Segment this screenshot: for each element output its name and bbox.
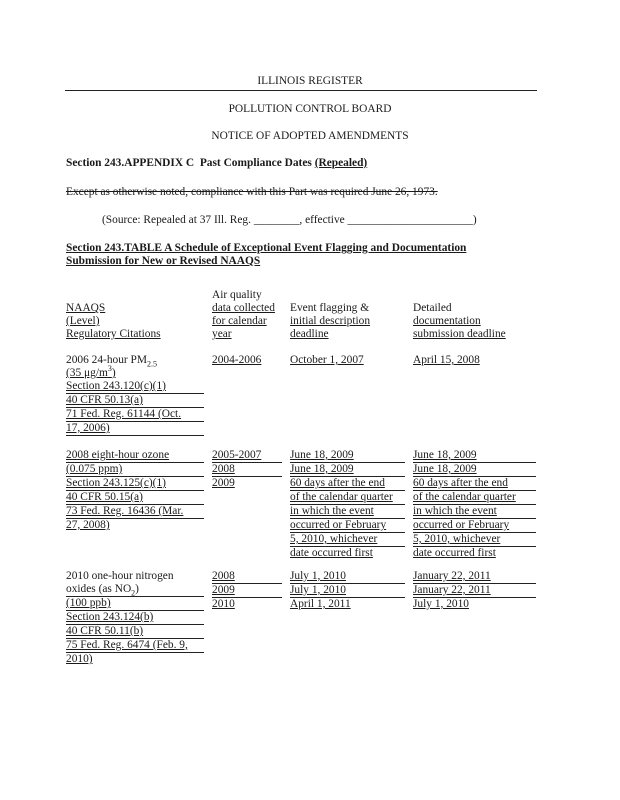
naaqs-line: [66, 583, 204, 597]
regulatory-citation: Section 243.120(c)(1): [66, 380, 204, 394]
naaqs-line: 75 Fed. Reg. 6474 (Feb. 9,: [66, 639, 204, 653]
flagging-deadline: occurred or February: [290, 519, 405, 533]
naaqs-line: 2010): [66, 653, 93, 665]
table-a-heading-line1: Section 243.TABLE A Schedule of Exceptional Event Flagging and Documentation: [66, 242, 467, 254]
register-title: ILLINOIS REGISTER: [257, 75, 363, 87]
column-header-naaqs: [66, 302, 206, 341]
naaqs-line: (0.075 ppm): [66, 463, 204, 477]
column-header-line: Event flagging &: [290, 302, 370, 314]
naaqs-line: Section 243.125(c)(1): [66, 477, 204, 491]
table-row-ozone-naaqs: [66, 449, 206, 532]
data-year: 2009: [212, 477, 235, 489]
flagging-deadline: June 18, 2009: [290, 449, 405, 463]
table-row-pm25-naaqs: [66, 354, 206, 436]
flagging-deadline: 5, 2010, whichever: [290, 533, 405, 547]
documentation-deadline: in which the event: [413, 505, 536, 519]
naaqs-line-text: oxides (as NO: [66, 583, 132, 595]
flagging-deadline: of the calendar quarter: [290, 491, 405, 505]
naaqs-name-subscript: 2.5: [147, 359, 158, 369]
data-year: 2010: [212, 598, 235, 610]
naaqs-line: 27, 2008): [66, 519, 110, 531]
flagging-deadline: 60 days after the end: [290, 477, 405, 491]
documentation-deadline: date occurred first: [413, 547, 496, 559]
documentation-deadline: June 18, 2009: [413, 463, 536, 477]
table-row-no2-documentation: [413, 570, 553, 611]
documentation-deadline: January 22, 2011: [413, 584, 536, 598]
table-row-pm25-flagging: [290, 354, 430, 367]
regulatory-citation: 71 Fed. Reg. 61144 (Oct.: [66, 408, 204, 422]
struck-compliance-text: Except as otherwise noted, compliance with this Part was required June 26, 1973.: [66, 186, 438, 198]
documentation-deadline: April 15, 2008: [413, 354, 480, 366]
flagging-deadline: in which the event: [290, 505, 405, 519]
naaqs-name-text: 2006 24-hour PM: [66, 354, 148, 366]
appendix-heading: [66, 157, 367, 170]
column-header-line: deadline: [290, 328, 329, 340]
table-a-heading-line2: Submission for New or Revised NAAQS: [66, 255, 261, 267]
data-year: 2008: [212, 463, 282, 477]
naaqs-level-superscript: 3: [107, 364, 112, 374]
board-title: POLLUTION CONTROL BOARD: [228, 103, 392, 115]
column-header-line: for calendar: [212, 315, 267, 327]
documentation-deadline: January 22, 2011: [413, 570, 536, 584]
naaqs-line: 40 CFR 50.11(b): [66, 625, 204, 639]
naaqs-line-close: ): [135, 583, 139, 595]
naaqs-line: 40 CFR 50.15(a): [66, 491, 204, 505]
column-header-documentation: [413, 302, 553, 341]
column-header-line: initial description: [290, 315, 371, 327]
notice-title: NOTICE OF ADOPTED AMENDMENTS: [211, 130, 409, 142]
column-header-line: Detailed: [413, 302, 452, 314]
regulatory-citation: 40 CFR 50.13(a): [66, 394, 204, 408]
column-header-line: Regulatory Citations: [66, 328, 161, 340]
data-year: 2009: [212, 584, 282, 598]
appendix-section: Section 243.APPENDIX C: [66, 157, 195, 169]
table-row-no2-naaqs: [66, 570, 206, 666]
documentation-deadline: July 1, 2010: [413, 598, 470, 610]
column-header-line: NAAQS: [66, 302, 106, 314]
flagging-deadline: June 18, 2009: [290, 463, 405, 477]
documentation-deadline: of the calendar quarter: [413, 491, 536, 505]
column-header-line: Air quality: [212, 289, 262, 301]
naaqs-line: 2008 eight-hour ozone: [66, 449, 204, 463]
header-rule: [65, 90, 537, 91]
naaqs-line-subscript: 2: [131, 588, 136, 598]
documentation-deadline: 60 days after the end: [413, 477, 536, 491]
column-header-flagging: [290, 302, 430, 341]
appendix-repealed: (Repealed): [314, 157, 368, 169]
regulatory-citation: 17, 2006): [66, 422, 204, 436]
naaqs-name: [66, 354, 204, 367]
naaqs-line: Section 243.124(b): [66, 611, 204, 625]
naaqs-line: 73 Fed. Reg. 16436 (Mar.: [66, 505, 204, 519]
flagging-deadline: date occurred first: [290, 547, 373, 559]
column-header-line: year: [212, 328, 232, 340]
naaqs-level-text: (35 μg/m: [66, 367, 108, 379]
table-row-pm25-documentation: [413, 354, 553, 367]
column-header-line: data collected: [212, 302, 275, 314]
flagging-deadline: April 1, 2011: [290, 598, 351, 610]
appendix-title: Past Compliance Dates: [199, 157, 312, 169]
flagging-deadline: July 1, 2010: [290, 570, 405, 584]
documentation-deadline: occurred or February: [413, 519, 536, 533]
documentation-deadline: June 18, 2009: [413, 449, 536, 463]
data-year: 2005-2007: [212, 449, 282, 463]
naaqs-line: 2010 one-hour nitrogen: [66, 570, 174, 582]
naaqs-level-close: ): [111, 367, 116, 379]
naaqs-line: (100 ppb): [66, 597, 204, 611]
column-header-line: submission deadline: [413, 328, 506, 340]
column-header-line: documentation: [413, 315, 481, 327]
table-row-ozone-documentation: [413, 449, 553, 560]
flagging-deadline: October 1, 2007: [290, 354, 364, 366]
source-note: (Source: Repealed at 37 Ill. Reg. ________, effective ______________________): [102, 214, 477, 226]
table-row-no2-flagging: [290, 570, 430, 611]
data-year: 2008: [212, 570, 282, 584]
data-year: 2004-2006: [212, 354, 262, 366]
flagging-deadline: July 1, 2010: [290, 584, 405, 598]
table-row-ozone-flagging: [290, 449, 430, 560]
column-header-line: (Level): [66, 315, 100, 327]
documentation-deadline: 5, 2010, whichever: [413, 533, 536, 547]
